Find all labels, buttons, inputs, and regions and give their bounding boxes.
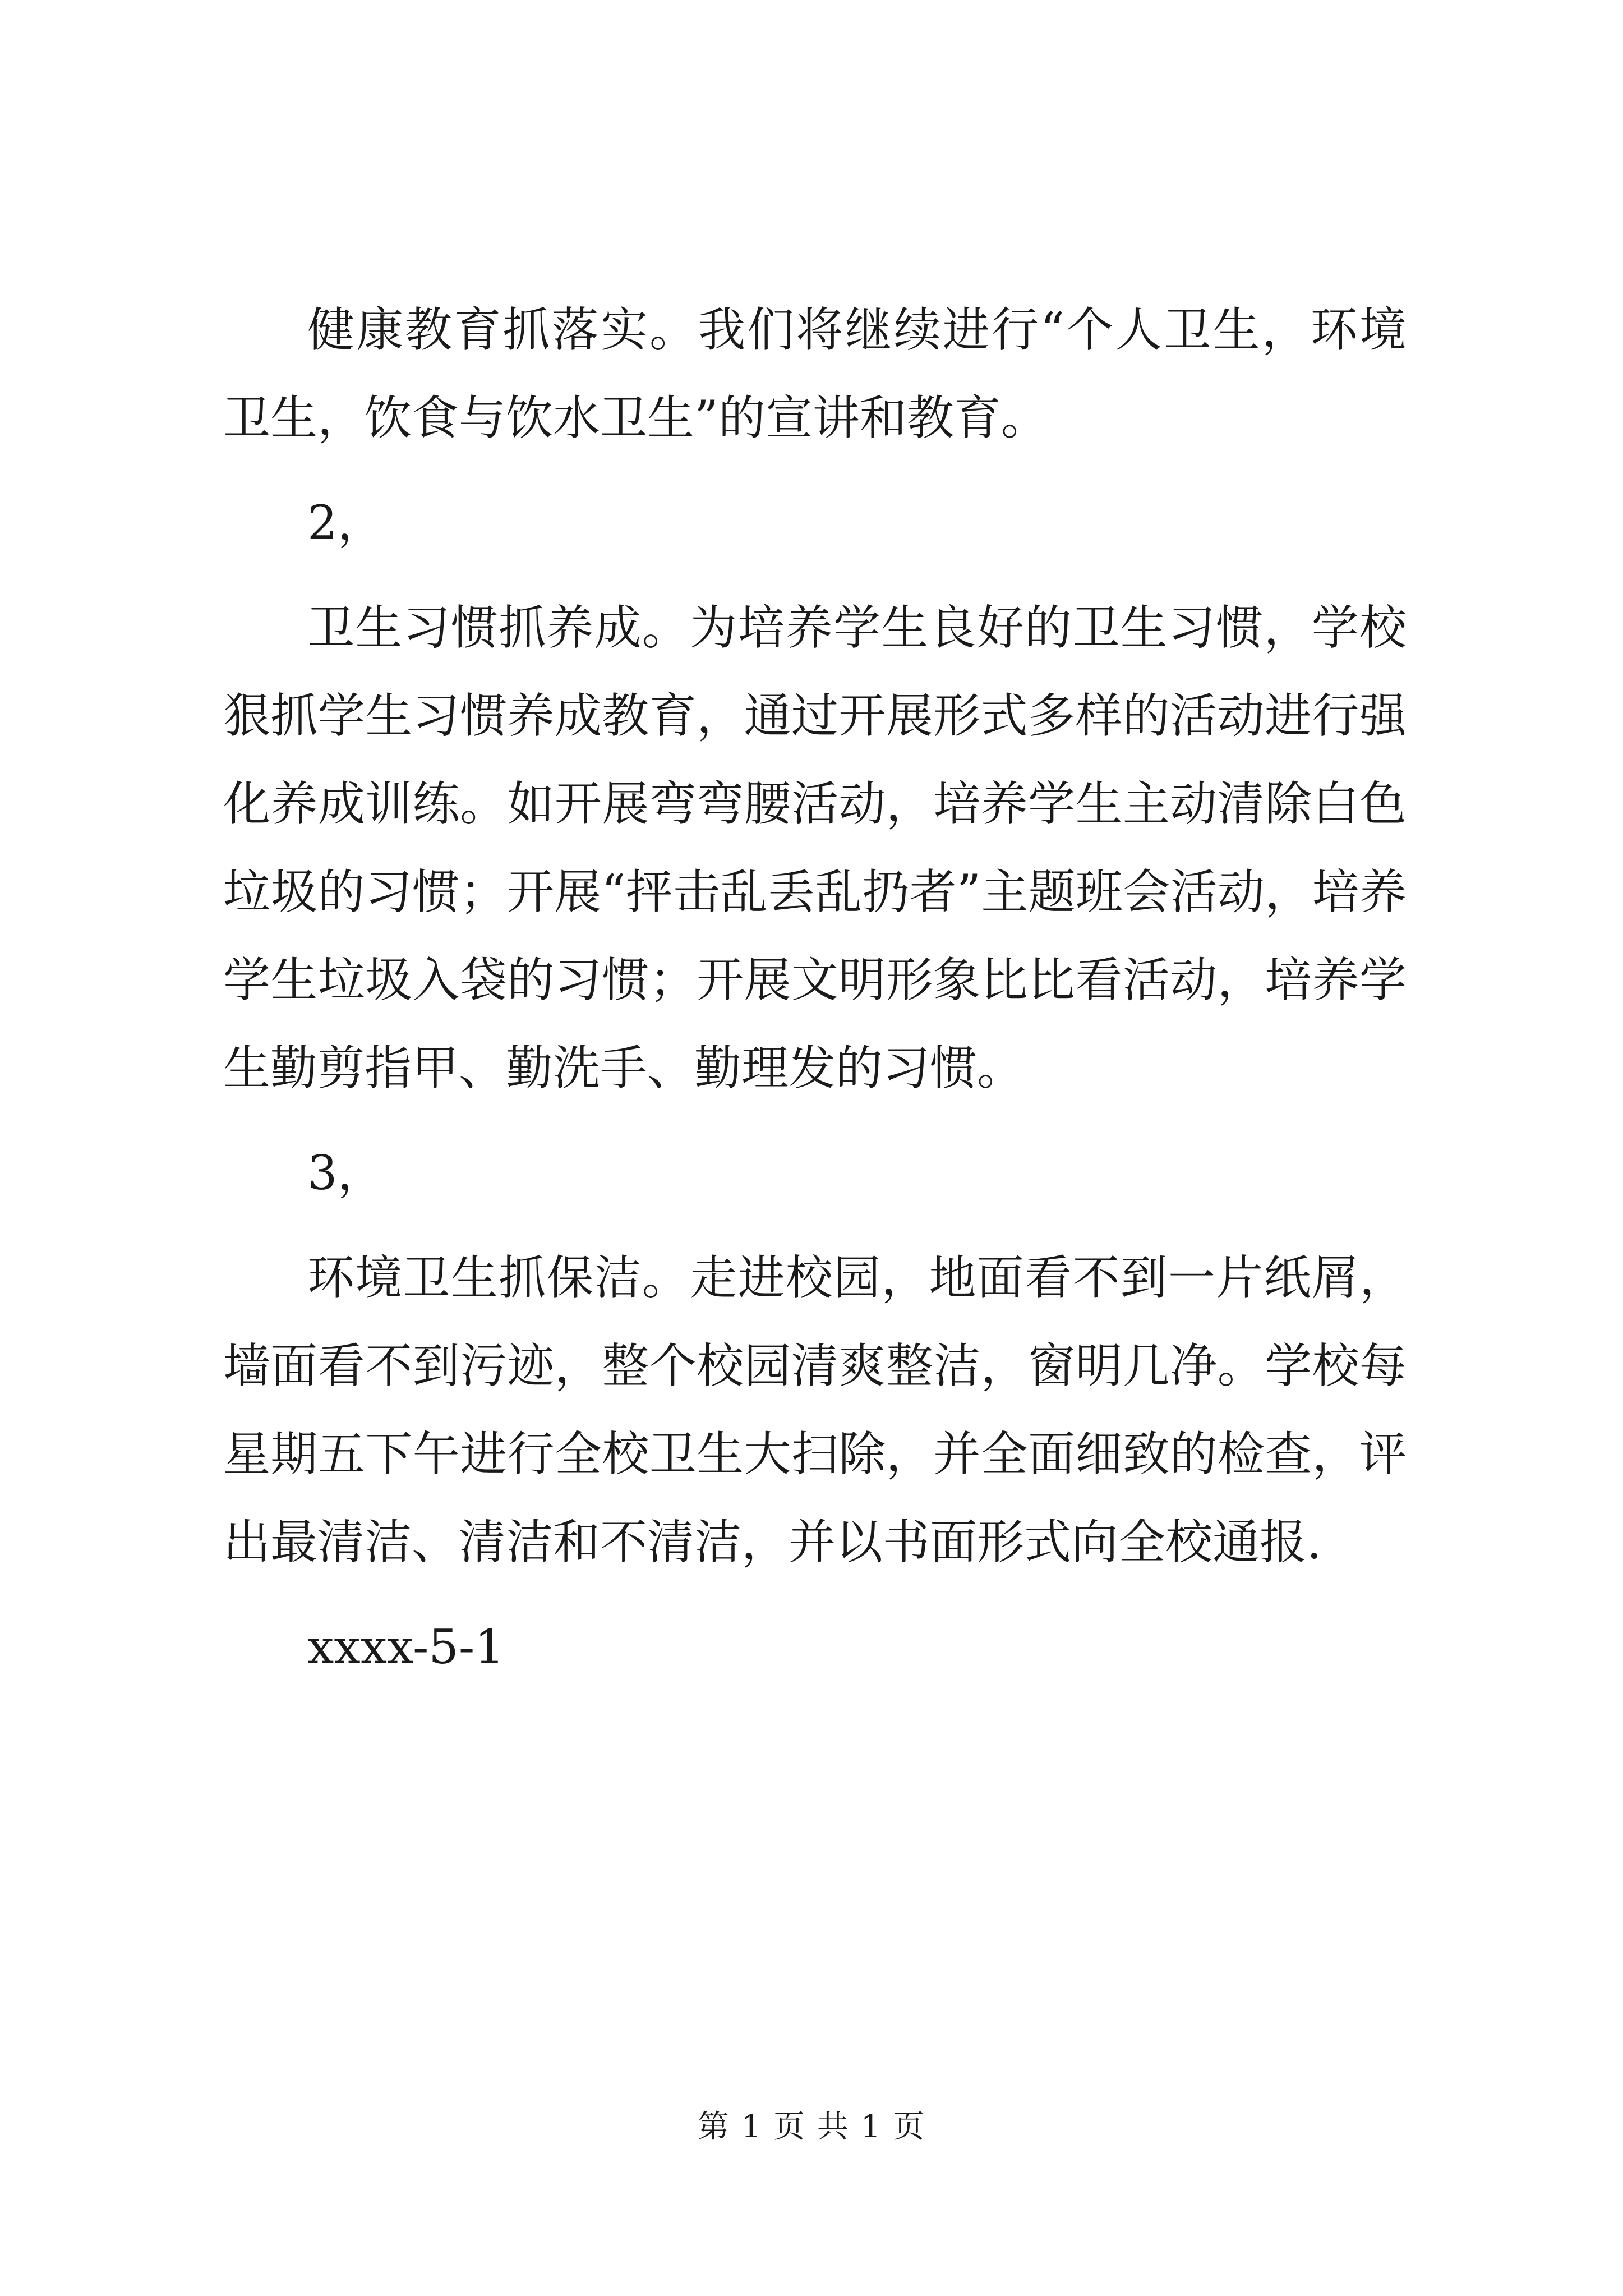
paragraph-hygiene-habits: 卫生习惯抓养成。为培养学生良好的卫生习惯，学校狠抓学生习惯养成教育，通过开展形式多样的活动进行强化养成训练。如开展弯弯腰活动，培养学生主动清除白色垃圾的习惯；开展“抨击乱丢乱扔者”主题班会活动，培养学生垃圾入袋的习惯；开展文明形象比比看活动，培养学生勤剪指甲、勤洗手、勤理发的习惯。 [223, 600, 1407, 1096]
paragraph-number-2: 2， [307, 495, 385, 550]
page-footer: 第 1 页 共 1 页 [697, 2109, 926, 2145]
paragraph-health-education: 健康教育抓落实。我们将继续进行“个人卫生，环境卫生，饮食与饮水卫生”的宣讲和教育。 [223, 302, 1407, 445]
document-body [223, 286, 1407, 1691]
paragraph-environment-cleaning: 环境卫生抓保洁。走进校园，地面看不到一片纸屑，墙面看不到污迹，整个校园清爽整洁，窗明几净。学校每星期五下午进行全校卫生大扫除，并全面细致的检查，评出最清洁、清洁和不清洁，并以书面形式向全校通报. [223, 1250, 1407, 1570]
paragraph-date: xxxx-5-1 [307, 1619, 505, 1674]
paragraph-number-3: 3， [307, 1145, 385, 1200]
